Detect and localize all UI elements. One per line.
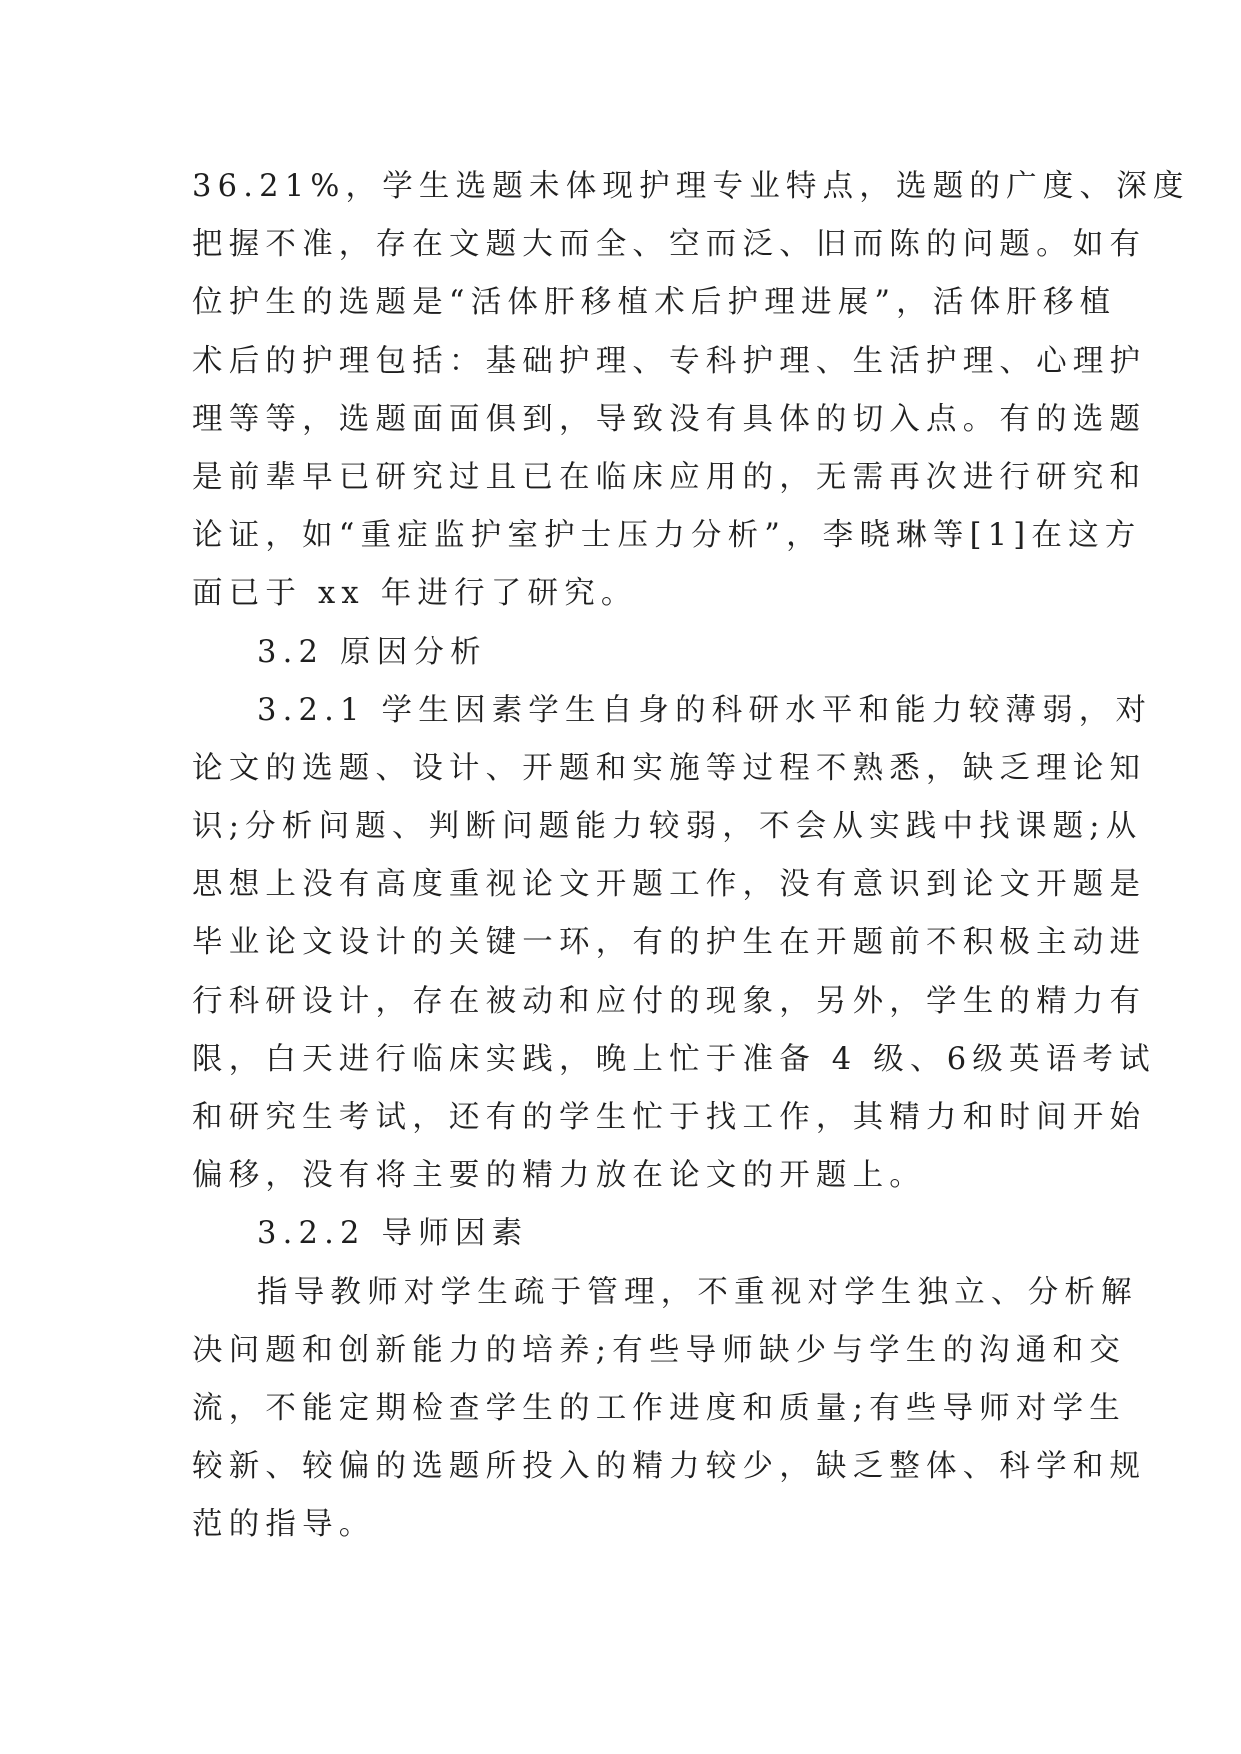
text-line: 决问题和创新能力的培养;有些导师缺少与学生的沟通和交 bbox=[192, 1332, 1126, 1368]
text-line: 偏移，没有将主要的精力放在论文的开题上。 bbox=[192, 1158, 926, 1194]
text-line: 把握不准，存在文题大而全、空而泛、旧而陈的问题。如有 bbox=[192, 227, 1147, 263]
text-line: 流，不能定期检查学生的工作进度和质量;有些导师对学生 bbox=[192, 1390, 1126, 1426]
text-line: 术后的护理包括：基础护理、专科护理、生活护理、心理护 bbox=[192, 343, 1147, 379]
text-line: 范的指导。 bbox=[192, 1507, 376, 1543]
text-line: 限，白天进行临床实践，晚上忙于准备 4 级、6级英语考试 bbox=[192, 1041, 1156, 1077]
paragraph-1 bbox=[192, 158, 1190, 624]
text-line: 论文的选题、设计、开题和实施等过程不熟悉，缺乏理论知 bbox=[192, 750, 1147, 786]
text-line: 思想上没有高度重视论文开题工作，没有意识到论文开题是 bbox=[192, 867, 1147, 903]
text-line: 行科研设计，存在被动和应付的现象，另外，学生的精力有 bbox=[192, 983, 1147, 1019]
text-line: 指导教师对学生疏于管理，不重视对学生独立、分析解 bbox=[257, 1274, 1138, 1310]
text-line: 位护生的选题是“活体肝移植术后护理进展”，活体肝移植 bbox=[192, 285, 1117, 321]
text-line: 较新、较偏的选题所投入的精力较少，缺乏整体、科学和规 bbox=[192, 1449, 1147, 1485]
text-line: 识;分析问题、判断问题能力较弱，不会从实践中找课题;从 bbox=[192, 809, 1143, 845]
section-heading-3-2: 3.2 原因分析 bbox=[257, 634, 487, 670]
text-line: 毕业论文设计的关键一环，有的护生在开题前不积极主动进 bbox=[192, 925, 1147, 961]
text-line: 36.21%，学生选题未体现护理专业特点，选题的广度、深度 bbox=[192, 169, 1190, 204]
text-line: 论证，如“重症监护室护士压力分析”，李晓琳等[1]在这方 bbox=[192, 518, 1142, 554]
paragraph-3-2-1 bbox=[192, 682, 1156, 1206]
text-line: 理等等，选题面面俱到，导致没有具体的切入点。有的选题 bbox=[192, 401, 1147, 437]
text-line: 面已于 xx 年进行了研究。 bbox=[192, 576, 638, 612]
document-body bbox=[192, 158, 1190, 1555]
text-line: 和研究生考试，还有的学生忙于找工作，其精力和时间开始 bbox=[192, 1100, 1147, 1135]
paragraph-3-2-2 bbox=[192, 1264, 1147, 1555]
section-heading-3-2-2: 3.2.2 导师因素 bbox=[257, 1216, 529, 1252]
text-line: 是前辈早已研究过且已在临床应用的，无需再次进行研究和 bbox=[192, 459, 1147, 495]
text-line: 3.2.1 学生因素学生自身的科研水平和能力较薄弱，对 bbox=[257, 692, 1153, 728]
